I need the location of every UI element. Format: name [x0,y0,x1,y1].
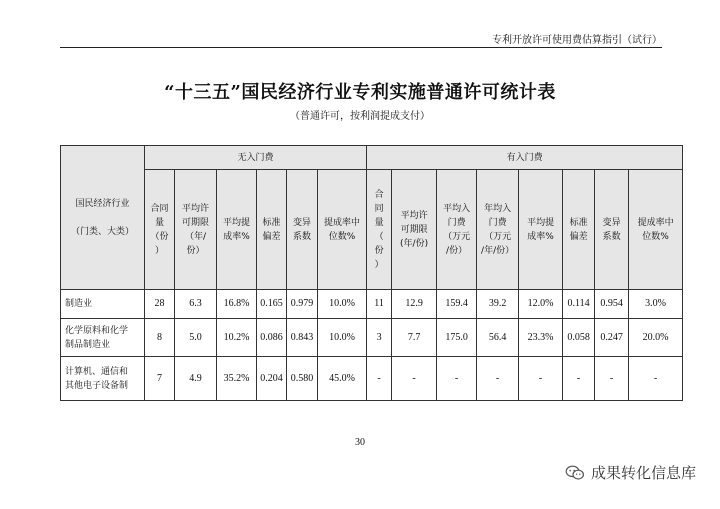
page-number: 30 [355,437,365,448]
table-cell: 10.0% [318,319,367,357]
table-cell: 175.0 [437,319,477,357]
page-title: “十三五”国民经济行业专利实施普通许可统计表 [164,82,556,103]
table-cell: 20.0% [629,319,683,357]
column-header: 合同 量 （份 ） [145,170,175,290]
watermark-text: 成果转化信息库 [590,464,696,482]
row-label: 计算机、通信和 其他电子设备制 [61,357,145,401]
table-cell: 0.247 [595,319,629,357]
running-header: 专利开放许可使用费估算指引（试行） [492,35,662,46]
table-cell: 0.058 [563,319,595,357]
table-row [61,319,683,357]
table-cell: 39.2 [477,290,519,319]
column-header: 年均入 门费 （万元 /年/份） [477,170,519,290]
row-header-cell [61,146,145,290]
table-cell: - [629,357,683,401]
column-header: 平均提 成率% [217,170,257,290]
table-cell: - [392,357,437,401]
table-cell: 28 [145,290,175,319]
table-cell: - [437,357,477,401]
statistics-table [60,145,683,401]
table-cell: 12.9 [392,290,437,319]
table-cell: - [563,357,595,401]
table-cell: 8 [145,319,175,357]
table-cell: 4.9 [175,357,217,401]
page-subtitle: （普通许可，按利润提成支付） [290,111,430,122]
table-cell: 3.0% [629,290,683,319]
table-header-group-row [61,146,683,170]
column-header: 平均许 可期限 (年/份) [392,170,437,290]
table-cell: 10.0% [318,290,367,319]
column-header: 平均提 成率% [519,170,563,290]
table-cell: 23.3% [519,319,563,357]
table-cell: 159.4 [437,290,477,319]
table-cell: 10.2% [217,319,257,357]
column-header: 提成率中 位数% [318,170,367,290]
table-cell: 5.0 [175,319,217,357]
table-cell: 0.954 [595,290,629,319]
table-cell: 0.580 [287,357,318,401]
watermark [565,462,696,483]
row-header-line: 国民经济行业 [75,198,130,209]
column-header: 变异 系数 [595,170,629,290]
table-cell: 0.979 [287,290,318,319]
table-cell: - [595,357,629,401]
table-cell: 16.8% [217,290,257,319]
row-header-line: （门类、大类） [70,226,134,237]
header-divider [60,47,662,48]
table-row [61,357,683,401]
table-cell: 45.0% [318,357,367,401]
table-cell: 0.086 [257,319,287,357]
group-header-no-fee: 无入门费 [145,146,367,170]
wechat-icon [565,465,585,481]
table-cell: 56.4 [477,319,519,357]
table-cell: - [519,357,563,401]
table-cell: 6.3 [175,290,217,319]
table-cell: 0.843 [287,319,318,357]
column-header: 标准 偏差 [257,170,287,290]
table-cell: 35.2% [217,357,257,401]
column-header: 合 同 量 （ 份 ） [367,170,392,290]
table-cell: 7.7 [392,319,437,357]
table-cell: - [367,357,392,401]
row-label: 制造业 [61,290,145,319]
table-cell: - [477,357,519,401]
column-header: 提成率中 位数% [629,170,683,290]
table-cell: 12.0% [519,290,563,319]
table-cell: 0.204 [257,357,287,401]
table-cell: 11 [367,290,392,319]
row-label: 化学原料和化学 制品制造业 [61,319,145,357]
column-header: 变异 系数 [287,170,318,290]
table-cell: 7 [145,357,175,401]
table-cell: 3 [367,319,392,357]
column-header: 平均许 可期限 （年/ 份） [175,170,217,290]
table-cell: 0.114 [563,290,595,319]
column-header: 平均入 门费 （万元 /份） [437,170,477,290]
table-row [61,290,683,319]
column-header: 标准 偏差 [563,170,595,290]
group-header-with-fee: 有入门费 [367,146,683,170]
table-cell: 0.165 [257,290,287,319]
table-header-column-row [61,170,683,290]
